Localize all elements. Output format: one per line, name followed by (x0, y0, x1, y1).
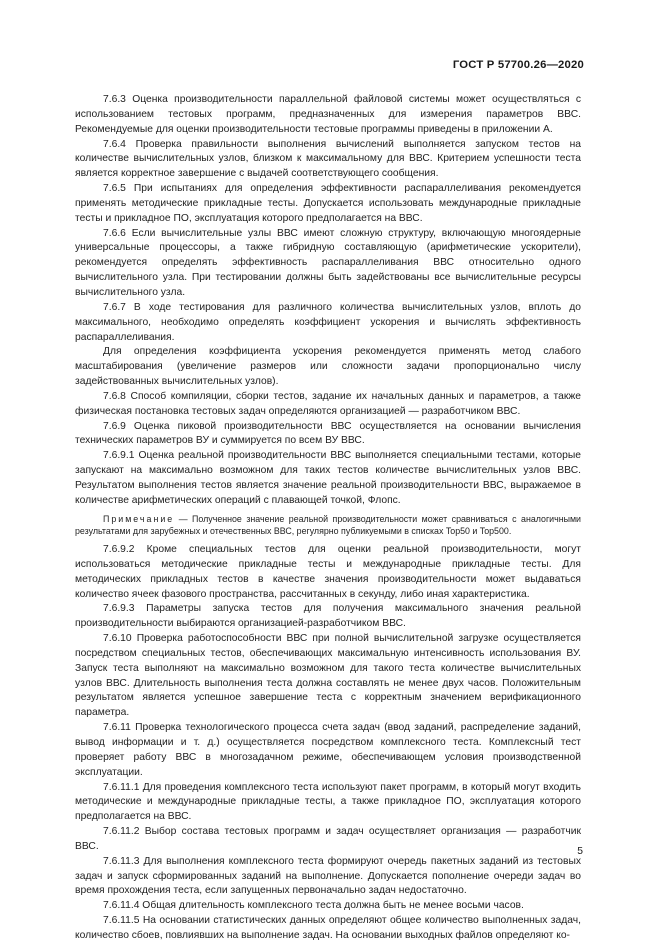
paragraph-7-6-8: 7.6.8 Способ компиляции, сборки тестов, задание их начальных данных и параметров, а также физическая постановка тестовых задач определяются организацией — разработчиком ВВС. (75, 390, 581, 417)
paragraph-7-6-10: 7.6.10 Проверка работоспособности ВВС при полной вычислительной загрузке осуществляется посредством специальных тестов, обеспечивающих максимальную интенсивность использования ВУ. Запуск теста выполняют на максимально возможном для такого теста количестве вычислительных узлов ВВС. Длительность выполнения теста должна составлять не менее двух часов. Положительным результатом является успешное завершение теста с корректным значением верификационного параметра. (75, 633, 581, 719)
paragraph-7-6-11-3: 7.6.11.3 Для выполнения комплексного теста формируют очередь пакетных заданий из тестовых задач и запуск сформированных заданий на выполнение. Допускается пополнение очереди задач во время прохождения теста, если запущенных первоначально задач недостаточно. (75, 855, 581, 897)
paragraph-7-6-11-5: 7.6.11.5 На основании статистических данных определяют общее количество выполненных задач, количество сбоев, повлиявших на выполнение задач. На основании выходных файлов определяют ко- (75, 915, 581, 941)
paragraph-7-6-6: 7.6.6 Если вычислительные узлы ВВС имеют сложную структуру, включающую многоядерные универсальные процессоры, а также гибридную составляющую (арифметические ускорители), рекомендуется определять эффективность распараллеливания ВВС относительно одного вычислительного узла. При тестировании должны быть задействованы все вычислительные ресурсы вычислительного узла. (75, 227, 581, 298)
paragraph-7-6-9-1: 7.6.9.1 Оценка реальной производительности ВВС выполняется специальными тестами, которые запускают на максимально возможном для таких тестов количестве вычислительных узлов ВВС. Результатом выполнения тестов является значение реальной производительности ВВС, выражаемое в количестве арифметических операций с плавающей точкой, Флопс. (75, 450, 581, 506)
paragraph-7-6-11-4: 7.6.11.4 Общая длительность комплексного теста должна быть не менее восьми часов. (103, 900, 524, 912)
paragraph-7-6-11-1: 7.6.11.1 Для проведения комплексного теста используют пакет программ, в который могут входить методические и международные прикладные тесты, а также прикладное ПО, эксплуатация которого предполагается на ВВС. (75, 781, 581, 823)
paragraph-7-6-11-2: 7.6.11.2 Выбор состава тестовых программ и задач осуществляет организация — разработчик ВВС. (75, 826, 581, 852)
paragraph-7-6-3: 7.6.3 Оценка производительности параллельной файловой системы может осуществляться с использованием тестовых программ, предназначенных для измерения параметров ВВС. Рекомендуемые для оценки производительности тестовые программы приведены в приложении А. (75, 94, 581, 135)
page-body (75, 93, 581, 944)
paragraph-7-6-9-3: 7.6.9.3 Параметры запуска тестов для получения максимального значения реальной производительности выбираются организацией-разработчиком ВВС. (75, 603, 581, 630)
standard-designation: ГОСТ Р 57700.26—2020 (452, 59, 584, 71)
paragraph-speedup-method: Для определения коэффициента ускорения рекомендуется применять метод слабого масштабирования (увеличение размеров или сложности задачи пропорционально числу задействованных вычислительных узлов). (75, 346, 581, 388)
paragraph-7-6-4: 7.6.4 Проверка правильности выполнения вычислений выполняется запуском тестов на количестве вычислительных узлов, близком к максимальному для ВВС. Критерием успешности теста является корректное завершение с выдачей соответствующего сообщения. (75, 138, 581, 180)
page-number: 5 (577, 846, 583, 857)
note (75, 513, 581, 537)
paragraph-7-6-11: 7.6.11 Проверка технологического процесса счета задач (ввод заданий, распределение заданий, вывод информации и т. д.) осуществляется посредством комплексного теста. Комплексный тест проверяет работу ВВС в многозадачном режиме, обеспечивающем условия производственной эксплуатации. (75, 722, 581, 778)
paragraph-7-6-7: 7.6.7 В ходе тестирования для различного количества вычислительных узлов, вплоть до максимального, необходимо определять коэффициент ускорения и вычислять эффективность распараллеливания. (75, 301, 581, 343)
paragraph-7-6-5: 7.6.5 При испытаниях для определения эффективности распараллеливания рекомендуется применять методические прикладные тесты. Допускается использовать международные прикладные тесты и прикладное ПО, эксплуатация которого предполагается на ВВС. (75, 183, 581, 224)
note-text: — Полученное значение реальной производительности может сравниваться с аналогичными результатами для зарубежных и отечественных ВВС, регулярно публикуемыми в списках Top50 и Top500. (75, 513, 581, 536)
note-label: Примечание (103, 513, 175, 524)
paragraph-7-6-9: 7.6.9 Оценка пиковой производительности ВВС осуществляется на основании вычисления технических параметров ВУ и суммируется по всем ВУ ВВС. (75, 420, 581, 447)
paragraph-7-6-9-2: 7.6.9.2 Кроме специальных тестов для оценки реальной производительности, могут использоваться методические прикладные тесты и международные прикладные тесты. Для методических прикладных тестов в качестве значения производительности может выдаваться количество ячеек фазового пространства, рассчитанных в секунду, либо иная характеристика. (75, 544, 581, 600)
